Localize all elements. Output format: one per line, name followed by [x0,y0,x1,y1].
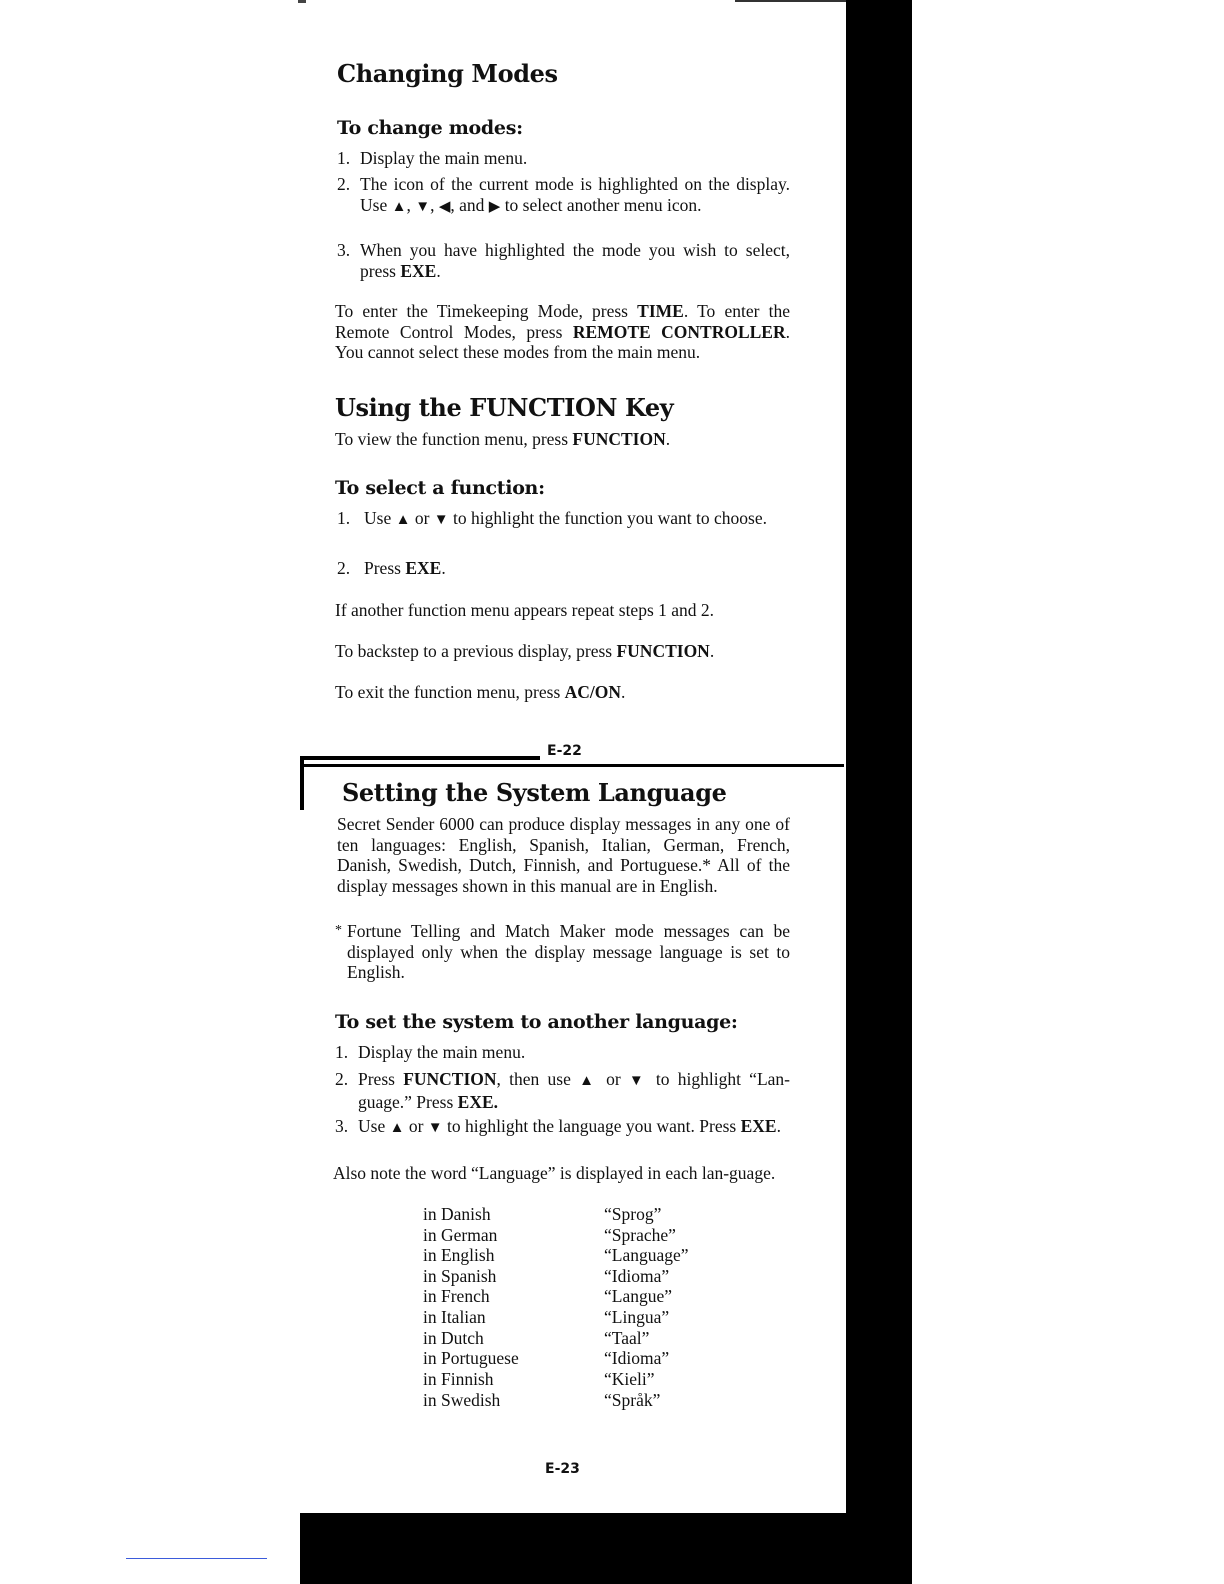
changing-modes-title: Changing Modes [337,59,558,88]
step-number: 1. [335,1042,349,1062]
scan-right-border [846,0,912,1584]
step-number: 3. [337,240,351,260]
step-number: 2. [337,174,351,194]
step-number: 1. [337,508,351,528]
select-function-step-1: Use ▲ or ▼ to highlight the function you want to choose. [364,508,767,528]
also-note: Also note the word “Language” is displayed in each lan-guage. [333,1163,776,1183]
down-arrow-icon: ▼ [628,1073,648,1089]
change-modes-step-2: The icon of the current mode is highlighted on the display. Use ▲, ▼, ◀, and ▶ to select another menu icon. [360,174,790,215]
up-arrow-icon: ▲ [579,1073,598,1089]
language-label: in Portuguese [423,1348,519,1368]
scan-corner-mark [298,0,306,3]
set-language-step-3: Use ▲ or ▼ to highlight the language you want. Press EXE. [358,1116,781,1136]
set-language-heading: To set the system to another language: [335,1011,738,1033]
footnote-mark: * [335,923,342,938]
exit-note: To exit the function menu, press AC/ON. [335,682,626,702]
backstep-note: To backstep to a previous display, press FUNCTION. [335,641,715,661]
page-divider [300,756,304,810]
step-number: 2. [337,558,351,578]
system-language-title: Setting the System Language [342,778,727,807]
change-modes-heading: To change modes: [337,117,523,139]
language-word: “Kieli” [604,1369,655,1389]
set-language-step-2: Press FUNCTION, then use ▲ or ▼ to highlight “Lan-guage.” Press EXE. [358,1069,790,1112]
language-intro: Secret Sender 6000 can produce display messages in any one of ten languages: English, Spanish, Italian, German, French, Danish, Swedish, Dutch, Finnish, and Portuguese.* All of the display messages shown in this manual are in English. [337,814,790,896]
function-key-title: Using the FUNCTION Key [335,393,674,422]
down-arrow-icon: ▼ [427,1120,443,1136]
language-label: in Swedish [423,1390,501,1410]
language-word: “Sprog” [604,1204,662,1224]
set-language-step-1: Display the main menu. [358,1042,526,1062]
language-word: “Idioma” [604,1348,670,1368]
scan-underline-mark [126,1558,267,1559]
language-word: “Langue” [604,1286,673,1306]
step-number: 3. [335,1116,349,1136]
select-function-step-2: Press EXE. [364,558,446,578]
language-label: in Italian [423,1307,486,1327]
left-arrow-icon: ◀ [438,198,451,215]
down-arrow-icon: ▼ [433,512,449,528]
page-divider [304,756,540,760]
mode-note: To enter the Timekeeping Mode, press TIME. To enter the Remote Control Modes, press REMOTE CONTROLLER. You cannot select these modes from the main menu. [335,301,791,362]
language-word: “Lingua” [604,1307,670,1327]
up-arrow-icon: ▲ [395,512,411,528]
language-word: “Sprache” [604,1225,676,1245]
language-word: “Taal” [604,1328,650,1348]
page-number: E-22 [547,743,582,759]
language-word: “Idioma” [604,1266,670,1286]
change-modes-step-3: When you have highlighted the mode you wish to select, press EXE. [360,240,790,281]
page-divider [304,764,844,767]
language-word: “Language” [604,1245,689,1265]
right-arrow-icon: ▶ [488,198,501,215]
select-function-heading: To select a function: [335,477,545,499]
page-number: E-23 [545,1461,580,1477]
step-number: 2. [335,1069,349,1089]
language-label: in German [423,1225,498,1245]
language-word: “Språk” [604,1390,661,1410]
language-label: in Dutch [423,1328,484,1348]
step-number: 1. [337,148,351,168]
language-label: in English [423,1245,495,1265]
language-label: in Finnish [423,1369,494,1389]
scan-bottom-border [300,1513,912,1584]
down-arrow-icon: ▼ [415,198,431,215]
scan-top-edge [735,0,846,2]
footnote: Fortune Telling and Match Maker mode messages can be displayed only when the display message language is set to English. [347,921,790,982]
change-modes-step-1: Display the main menu. [360,148,528,168]
language-label: in Spanish [423,1266,497,1286]
up-arrow-icon: ▲ [391,198,407,215]
language-label: in French [423,1286,490,1306]
repeat-note: If another function menu appears repeat steps 1 and 2. [335,600,715,620]
up-arrow-icon: ▲ [389,1120,405,1136]
function-intro: To view the function menu, press FUNCTION. [335,429,671,449]
language-label: in Danish [423,1204,491,1224]
